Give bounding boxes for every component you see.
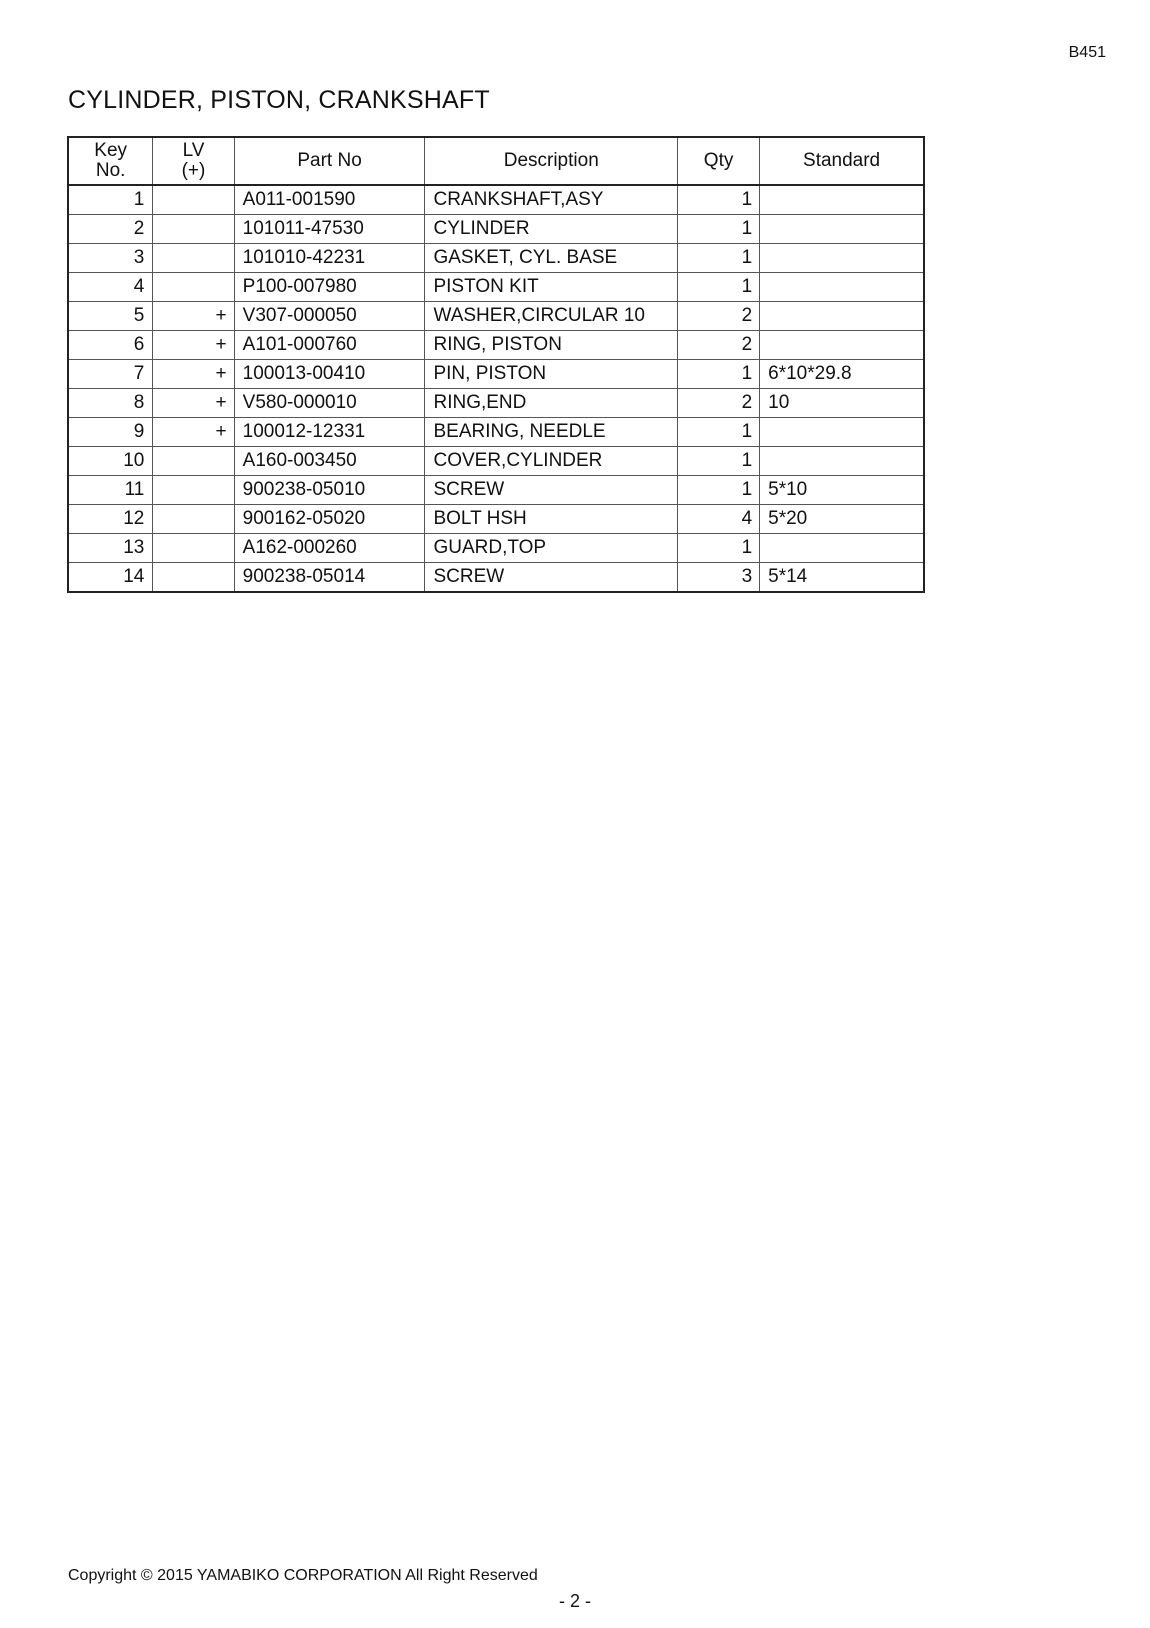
cell-key-no: 4 bbox=[68, 273, 153, 302]
cell-part-no: 101010-42231 bbox=[234, 244, 425, 273]
cell-part-no: 101011-47530 bbox=[234, 215, 425, 244]
cell-key-no: 9 bbox=[68, 418, 153, 447]
cell-description: BOLT HSH bbox=[425, 505, 678, 534]
cell-description: COVER,CYLINDER bbox=[425, 447, 678, 476]
cell-description: PIN, PISTON bbox=[425, 360, 678, 389]
cell-qty: 1 bbox=[678, 215, 760, 244]
copyright-notice: Copyright © 2015 YAMABIKO CORPORATION All Right Reserved bbox=[68, 1567, 538, 1584]
parts-table-header bbox=[68, 137, 924, 185]
column-header-key-no bbox=[68, 137, 153, 185]
cell-key-no: 10 bbox=[68, 447, 153, 476]
cell-standard: 5*10 bbox=[760, 476, 924, 505]
cell-description: CYLINDER bbox=[425, 215, 678, 244]
cell-standard bbox=[760, 331, 924, 360]
parts-table-body bbox=[68, 185, 924, 592]
cell-description: SCREW bbox=[425, 476, 678, 505]
cell-lv: + bbox=[153, 418, 234, 447]
cell-description: SCREW bbox=[425, 563, 678, 593]
cell-qty: 4 bbox=[678, 505, 760, 534]
table-row bbox=[68, 185, 924, 215]
column-header-qty: Qty bbox=[678, 137, 760, 185]
cell-lv: + bbox=[153, 302, 234, 331]
cell-qty: 1 bbox=[678, 534, 760, 563]
cell-description: GUARD,TOP bbox=[425, 534, 678, 563]
cell-standard bbox=[760, 215, 924, 244]
header-row bbox=[68, 137, 924, 185]
column-header-standard: Standard bbox=[760, 137, 924, 185]
cell-key-no: 1 bbox=[68, 185, 153, 215]
table-row bbox=[68, 447, 924, 476]
cell-part-no: P100-007980 bbox=[234, 273, 425, 302]
cell-key-no: 12 bbox=[68, 505, 153, 534]
cell-part-no: V580-000010 bbox=[234, 389, 425, 418]
cell-standard bbox=[760, 418, 924, 447]
cell-part-no: A162-000260 bbox=[234, 534, 425, 563]
cell-lv bbox=[153, 505, 234, 534]
cell-part-no: V307-000050 bbox=[234, 302, 425, 331]
cell-lv bbox=[153, 244, 234, 273]
cell-qty: 2 bbox=[678, 389, 760, 418]
cell-lv bbox=[153, 273, 234, 302]
column-header-lv bbox=[153, 137, 234, 185]
cell-standard bbox=[760, 185, 924, 215]
cell-key-no: 8 bbox=[68, 389, 153, 418]
cell-part-no: A101-000760 bbox=[234, 331, 425, 360]
page-number: - 2 - bbox=[558, 1591, 591, 1611]
table-row bbox=[68, 563, 924, 593]
cell-description: WASHER,CIRCULAR 10 bbox=[425, 302, 678, 331]
cell-qty: 1 bbox=[678, 418, 760, 447]
cell-part-no: A011-001590 bbox=[234, 185, 425, 215]
cell-description: RING, PISTON bbox=[425, 331, 678, 360]
cell-part-no: 900162-05020 bbox=[234, 505, 425, 534]
page-title: CYLINDER, PISTON, CRANKSHAFT bbox=[68, 86, 490, 114]
table-row bbox=[68, 360, 924, 389]
column-header-part-no: Part No bbox=[234, 137, 425, 185]
cell-qty: 1 bbox=[678, 476, 760, 505]
cell-part-no: 100013-00410 bbox=[234, 360, 425, 389]
cell-lv bbox=[153, 563, 234, 593]
column-header-key-line1: Key bbox=[94, 140, 128, 161]
cell-standard: 5*14 bbox=[760, 563, 924, 593]
cell-description: GASKET, CYL. BASE bbox=[425, 244, 678, 273]
cell-lv bbox=[153, 534, 234, 563]
cell-qty: 2 bbox=[678, 331, 760, 360]
cell-qty: 1 bbox=[678, 360, 760, 389]
cell-standard: 5*20 bbox=[760, 505, 924, 534]
column-header-key-line2: No. bbox=[95, 160, 126, 181]
table-row bbox=[68, 244, 924, 273]
cell-lv bbox=[153, 215, 234, 244]
cell-lv bbox=[153, 476, 234, 505]
cell-part-no: 900238-05014 bbox=[234, 563, 425, 593]
cell-key-no: 14 bbox=[68, 563, 153, 593]
cell-qty: 2 bbox=[678, 302, 760, 331]
table-row bbox=[68, 273, 924, 302]
document-code: B451 bbox=[1068, 44, 1106, 61]
parts-table bbox=[67, 136, 925, 593]
cell-standard bbox=[760, 302, 924, 331]
column-header-description: Description bbox=[425, 137, 678, 185]
cell-key-no: 6 bbox=[68, 331, 153, 360]
table-row bbox=[68, 505, 924, 534]
cell-standard bbox=[760, 273, 924, 302]
cell-lv: + bbox=[153, 389, 234, 418]
cell-qty: 1 bbox=[678, 273, 760, 302]
cell-standard bbox=[760, 534, 924, 563]
cell-standard: 10 bbox=[760, 389, 924, 418]
cell-standard bbox=[760, 244, 924, 273]
cell-key-no: 2 bbox=[68, 215, 153, 244]
cell-qty: 1 bbox=[678, 185, 760, 215]
cell-qty: 1 bbox=[678, 244, 760, 273]
cell-standard: 6*10*29.8 bbox=[760, 360, 924, 389]
table-row bbox=[68, 476, 924, 505]
cell-part-no: A160-003450 bbox=[234, 447, 425, 476]
table-row bbox=[68, 534, 924, 563]
cell-key-no: 13 bbox=[68, 534, 153, 563]
table-row bbox=[68, 331, 924, 360]
table-row bbox=[68, 418, 924, 447]
cell-lv: + bbox=[153, 331, 234, 360]
cell-lv bbox=[153, 447, 234, 476]
table-row bbox=[68, 215, 924, 244]
cell-description: CRANKSHAFT,ASY bbox=[425, 185, 678, 215]
table-row bbox=[68, 389, 924, 418]
cell-part-no: 900238-05010 bbox=[234, 476, 425, 505]
cell-lv: + bbox=[153, 360, 234, 389]
cell-description: PISTON KIT bbox=[425, 273, 678, 302]
cell-qty: 3 bbox=[678, 563, 760, 593]
cell-key-no: 3 bbox=[68, 244, 153, 273]
cell-standard bbox=[760, 447, 924, 476]
cell-key-no: 5 bbox=[68, 302, 153, 331]
cell-qty: 1 bbox=[678, 447, 760, 476]
cell-key-no: 11 bbox=[68, 476, 153, 505]
cell-description: BEARING, NEEDLE bbox=[425, 418, 678, 447]
column-header-lv-line2: (+) bbox=[181, 160, 206, 181]
column-header-lv-line1: LV bbox=[182, 140, 205, 161]
cell-key-no: 7 bbox=[68, 360, 153, 389]
cell-lv bbox=[153, 185, 234, 215]
table-row bbox=[68, 302, 924, 331]
cell-part-no: 100012-12331 bbox=[234, 418, 425, 447]
cell-description: RING,END bbox=[425, 389, 678, 418]
